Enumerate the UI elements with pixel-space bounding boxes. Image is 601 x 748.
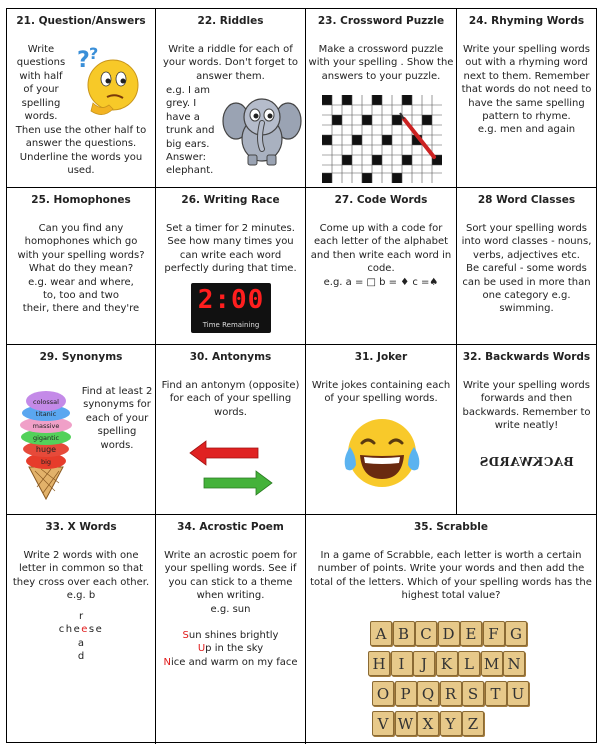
scrabble-tile <box>458 651 480 676</box>
cross-letter: c <box>58 624 66 636</box>
tile-letter: V <box>377 715 389 733</box>
cell-scrabble <box>306 515 596 744</box>
cell-text-left: Write questions with half of your spelling words. <box>16 44 66 123</box>
tile-letter: D <box>442 625 455 643</box>
scrabble-tile <box>417 681 439 706</box>
tile-letter: J <box>420 655 427 673</box>
tile-letter: Y <box>445 715 456 733</box>
scrabble-tile <box>503 651 525 676</box>
cross-letter: r <box>78 611 84 622</box>
tile-letter: H <box>372 655 386 673</box>
scrabble-tile <box>370 621 392 646</box>
scrabble-tile <box>438 621 460 646</box>
scrabble-tile <box>481 651 503 676</box>
cell-text: Write your spelling words out with a rhyming word next to them. Remember that words do not need to have the same spelling pattern to rhyme. e.g. men and again <box>461 44 592 136</box>
tile-letter: X <box>422 715 434 733</box>
poem-line: Nice and warm on my face <box>163 656 298 668</box>
cell-text: Set a timer for 2 minutes. See how many times you can write each word perfectly during that time. <box>164 223 297 275</box>
tile-letter: Q <box>421 685 435 703</box>
cross-letter: e <box>81 624 89 636</box>
tile-letter: I <box>398 655 405 673</box>
scrabble-tiles <box>306 515 596 744</box>
scoop-label: big <box>40 458 52 466</box>
scrabble-tile <box>462 681 484 706</box>
cell-synonyms <box>7 345 156 515</box>
svg-text:?: ? <box>77 48 90 73</box>
cell-word-classes <box>457 188 596 345</box>
cell-text: Can you find any homophones which go with your spelling words? What do they mean? e.g. wear and where, to, too and two their, there and they're <box>17 223 145 315</box>
cross-horizontal-word <box>7 623 155 636</box>
scrabble-tile <box>417 711 439 736</box>
cell-title: 21. Question/Answers <box>16 15 146 27</box>
cell-rhyming-words <box>457 9 596 188</box>
tile-letter: F <box>488 625 499 643</box>
activity-grid <box>6 8 597 743</box>
tile-letter: U <box>511 685 525 703</box>
tile-letter: W <box>397 715 414 733</box>
cell-title: 31. Joker <box>354 351 408 363</box>
scrabble-tile <box>485 681 507 706</box>
cell-title: 28 Word Classes <box>477 194 576 206</box>
scrabble-tile <box>507 681 529 706</box>
scrabble-tile <box>372 711 394 736</box>
scrabble-tile <box>372 681 394 706</box>
poem-line: Up in the sky <box>197 643 264 655</box>
cross-letter: d <box>77 651 85 663</box>
timer-value: 2:00 <box>197 285 265 315</box>
tile-letter: C <box>420 625 432 643</box>
tile-letter: N <box>507 655 521 673</box>
poem-line: Sun shines brightly <box>182 630 279 641</box>
scrabble-tile <box>462 711 484 736</box>
tile-letter: E <box>465 625 477 643</box>
cell-writing-race <box>156 188 306 345</box>
scoop-label: titanic <box>35 410 57 418</box>
cross-letter: h <box>65 624 74 636</box>
cross-word-example <box>7 610 155 664</box>
cell-code-words <box>306 188 457 345</box>
cell-text: Write an acrostic poem for your spelling words. See if you can stick to a theme when writing. e.g. sun <box>164 550 297 615</box>
tile-letter: Z <box>467 715 479 733</box>
tile-letter: A <box>375 625 387 643</box>
cell-title: 34. Acrostic Poem <box>177 521 284 533</box>
cross-letter: a <box>77 637 85 649</box>
scrabble-tile <box>436 651 458 676</box>
cell-x-words <box>7 515 156 744</box>
thinking-emoji-icon <box>73 43 143 123</box>
tile-letter: G <box>510 625 522 643</box>
elephant-icon <box>222 89 302 169</box>
tile-letter: B <box>397 625 410 643</box>
cell-title: 30. Antonyms <box>189 351 272 363</box>
laughing-emoji-icon <box>342 415 422 491</box>
cell-joker <box>306 345 457 515</box>
cell-acrostic-poem <box>156 515 306 744</box>
scrabble-tile <box>483 621 505 646</box>
cross-letter: e <box>73 624 82 636</box>
cell-riddles <box>156 9 306 188</box>
opposite-arrows-icon <box>188 439 274 497</box>
cell-text-left: e.g. I am grey. I have a trunk and big ears. Answer: elephant. <box>166 85 215 177</box>
cell-text: Come up with a code for each letter of the alphabet and then write each word in code. e.g. a = □ b = ♦ c =♠ <box>310 223 452 288</box>
cell-text: Make a crossword puzzle with your spelling . Show the answers to your puzzle. <box>308 44 454 82</box>
ice-cream-cone-icon <box>15 383 77 501</box>
cell-question-answers <box>7 9 156 188</box>
timer-display <box>191 283 271 333</box>
cell-title: 33. X Words <box>45 521 117 533</box>
cell-title: 29. Synonyms <box>39 351 123 363</box>
tile-letter: T <box>490 685 501 703</box>
cell-homophones <box>7 188 156 345</box>
scrabble-tile <box>413 651 435 676</box>
cell-title: 25. Homophones <box>31 194 131 206</box>
svg-text:?: ? <box>89 44 99 63</box>
cell-text: Write your spelling words forwards and then backwards. Remember to write neatly! <box>462 380 591 432</box>
scoop-label: gigantic <box>32 434 60 442</box>
mirror-word: BACKWARDS <box>479 455 574 469</box>
scoop-label: massive <box>32 422 60 430</box>
cell-backwards-words <box>457 345 596 515</box>
tile-letter: M <box>483 655 500 673</box>
scrabble-tile <box>440 711 462 736</box>
poem-lines <box>157 629 304 669</box>
cell-text-top: Write a riddle for each of your words. Don't forget to answer them. <box>162 44 299 82</box>
tile-letter: P <box>400 685 411 703</box>
cell-title: 35. Scrabble <box>413 521 489 533</box>
cell-text: Find an antonym (opposite) for each of your spelling words. <box>161 380 300 418</box>
cell-text-bottom: Then use the other half to answer the questions. Underline the words you used. <box>15 125 147 177</box>
scrabble-tile <box>368 651 390 676</box>
scrabble-tile <box>395 711 417 736</box>
scoop-label: colossal <box>33 398 59 406</box>
cell-title: 27. Code Words <box>334 194 428 206</box>
timer-label: Time Remaining <box>202 321 260 329</box>
scoop-label: huge <box>35 445 57 454</box>
tile-letter: K <box>440 655 453 673</box>
cell-title: 23. Crossword Puzzle <box>317 15 445 27</box>
tile-letter: R <box>444 685 457 703</box>
scrabble-tile <box>460 621 482 646</box>
scrabble-tile <box>391 651 413 676</box>
tile-letter: S <box>467 685 479 703</box>
tile-letter: L <box>464 655 474 673</box>
cell-text: Write jokes containing each of your spelling words. <box>311 380 451 405</box>
cell-title: 26. Writing Race <box>181 194 280 206</box>
scrabble-tile <box>415 621 437 646</box>
scrabble-tile <box>440 681 462 706</box>
tile-letter: O <box>376 685 390 703</box>
crossword-grid-icon <box>322 95 442 183</box>
scrabble-tile <box>393 621 415 646</box>
cell-antonyms <box>156 345 306 515</box>
cross-letter: e <box>95 624 104 636</box>
scrabble-tile <box>505 621 527 646</box>
cross-letter: s <box>88 624 96 636</box>
cell-title: 32. Backwards Words <box>462 351 591 363</box>
cell-title: 22. Riddles <box>197 15 264 27</box>
cell-text: In a game of Scrabble, each letter is worth a certain number of points. Write your words and then add the total of the letters. Which of your spelling words has the highest total value? <box>310 550 592 602</box>
cell-crossword-puzzle <box>306 9 457 188</box>
cell-text: Write 2 words with one letter in common so that they cross over each other. e.g. b <box>12 550 150 602</box>
scrabble-tile <box>395 681 417 706</box>
cell-text: Find at least 2 synonyms for each of your spelling words. <box>81 386 153 451</box>
cell-title: 24. Rhyming Words <box>468 15 585 27</box>
cell-text: Sort your spelling words into word classes - nouns, verbs, adjectives etc. Be careful - some words can be used in more than one category e.g. swimming. <box>461 223 592 315</box>
